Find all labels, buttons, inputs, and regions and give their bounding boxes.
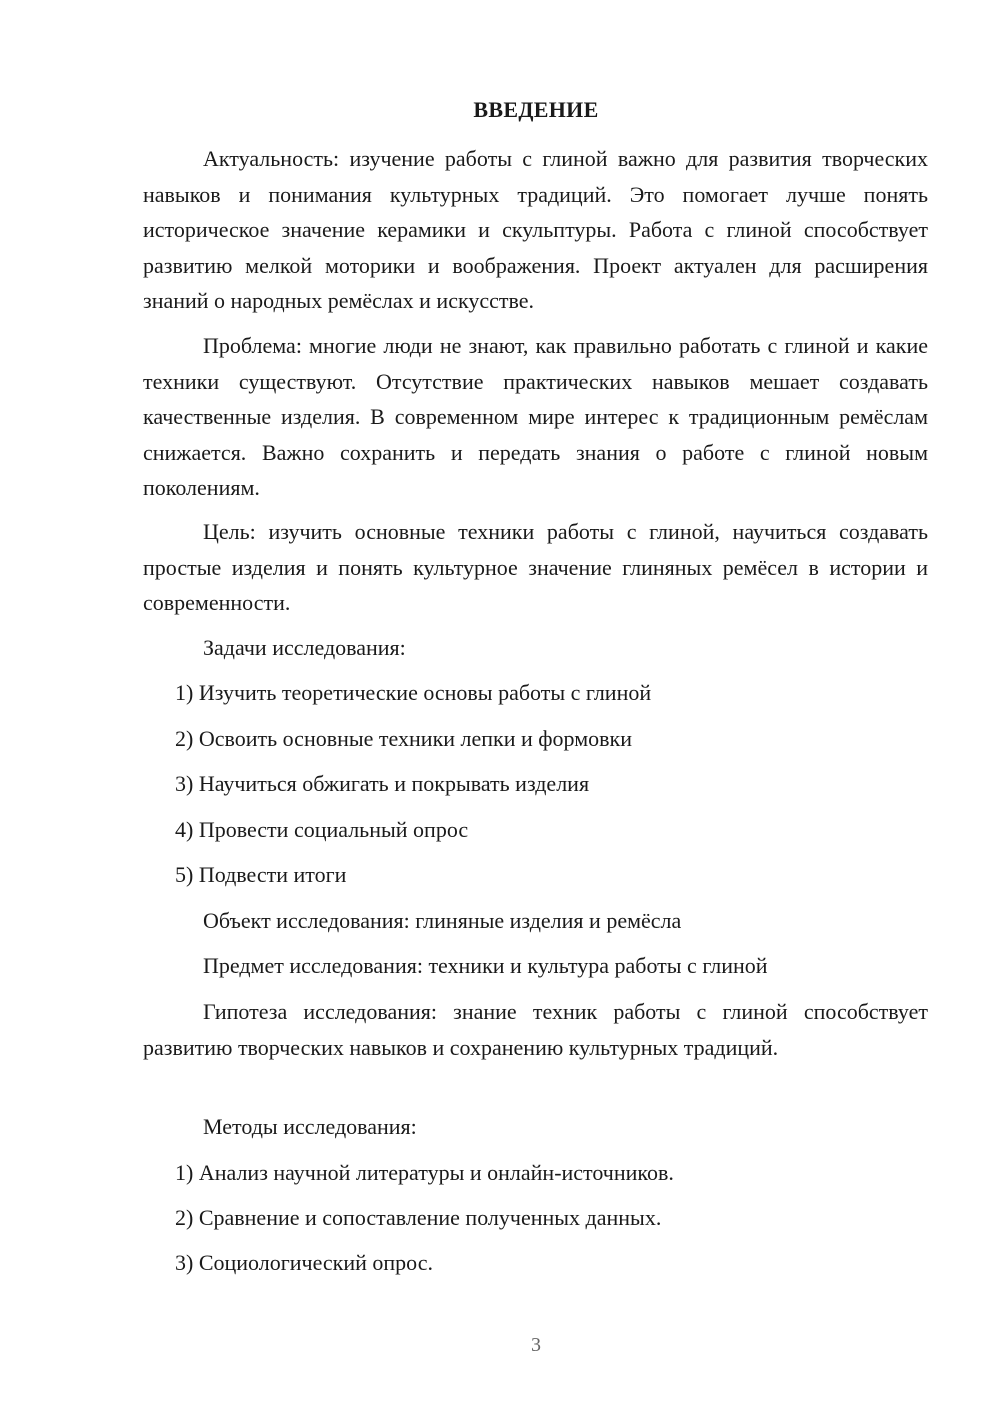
relevance-paragraph: Актуальность: изучение работы с глиной важно для развития творческих навыков и понимания культурных традиций. Это помогает лучше понять историческое значение керамики и скульптуры. Работа с глиной способствует развитию мелкой моторики и воображения. Проект актуален для расширения знаний о народных ремёслах и искусстве. bbox=[143, 146, 928, 313]
method-item-2: 2) Сравнение и сопоставление полученных данных. bbox=[175, 1205, 662, 1230]
task-item-3: 3) Научиться обжигать и покрывать изделия bbox=[175, 771, 590, 796]
goal-paragraph: Цель: изучить основные техники работы с глиной, научиться создавать простые изделия и понять культурное значение глиняных ремёсел в истории и современности. bbox=[143, 519, 928, 615]
page-title: ВВЕДЕНИЕ bbox=[473, 97, 599, 122]
page-number: 3 bbox=[531, 1334, 541, 1356]
method-item-3: 3) Социологический опрос. bbox=[175, 1250, 433, 1275]
methods-heading: Методы исследования: bbox=[203, 1114, 417, 1139]
hypothesis-paragraph: Гипотеза исследования: знание техник работы с глиной способствует развитию творческих навыков и сохранению культурных традиций. bbox=[143, 999, 928, 1060]
problem-paragraph: Проблема: многие люди не знают, как правильно работать с глиной и какие техники существуют. Отсутствие практических навыков мешает создавать качественные изделия. В современном мире интерес к традиционным ремёслам снижается. Важно сохранить и передать знания о работе с глиной новым поколениям. bbox=[143, 333, 928, 500]
task-item-5: 5) Подвести итоги bbox=[175, 862, 347, 887]
task-item-4: 4) Провести социальный опрос bbox=[175, 817, 469, 842]
research-object: Объект исследования: глиняные изделия и ремёсла bbox=[203, 908, 682, 933]
method-item-1: 1) Анализ научной литературы и онлайн-источников. bbox=[175, 1160, 674, 1185]
task-item-2: 2) Освоить основные техники лепки и формовки bbox=[175, 726, 632, 751]
tasks-heading: Задачи исследования: bbox=[203, 635, 406, 660]
research-subject: Предмет исследования: техники и культура работы с глиной bbox=[203, 953, 768, 978]
task-item-1: 1) Изучить теоретические основы работы с глиной bbox=[175, 680, 652, 705]
